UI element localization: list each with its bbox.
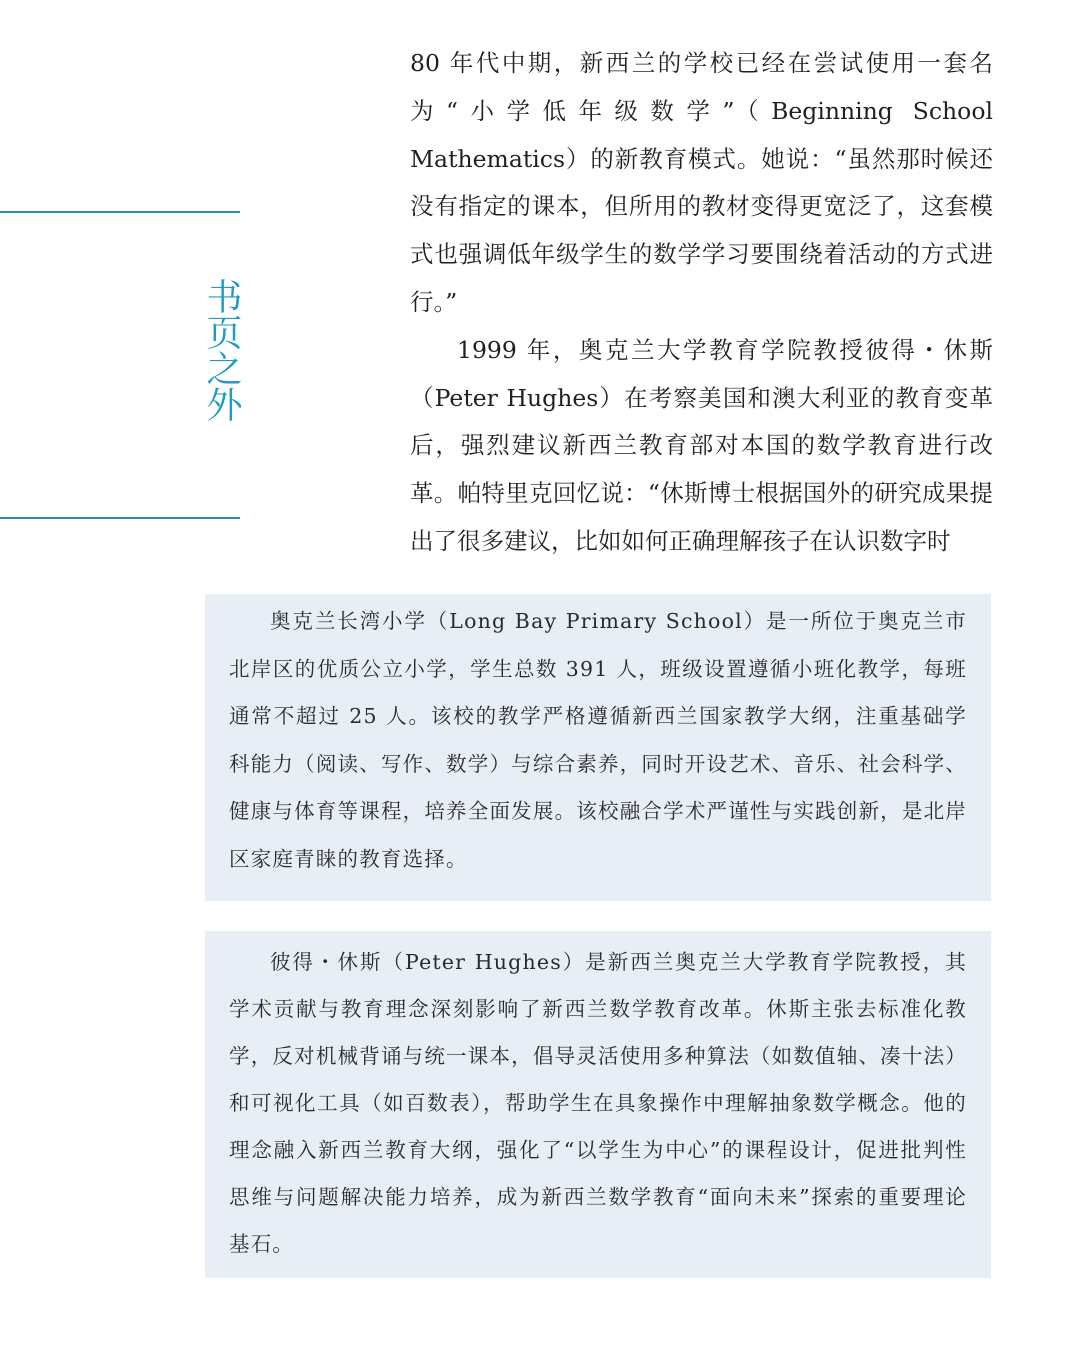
body-paragraph: 1999 年，奥克兰大学教育学院教授彼得・休斯（Peter Hughes）在考察美国和澳大利亚的教育变革后，强烈建议新西兰教育部对本国的数学教育进行改革。帕特里克回忆说：“休斯博士根据国外的研究成果提出了很多建议，比如如何正确理解孩子在认识数字时 xyxy=(410,335,993,555)
sidebar-top-rule xyxy=(0,211,240,213)
note-box-long-bay-school xyxy=(205,594,991,901)
sidebar-bottom-rule xyxy=(0,517,240,519)
section-label: 书页之外 xyxy=(201,278,242,422)
note-box-peter-hughes xyxy=(205,931,991,1278)
note-text: 彼得・休斯（Peter Hughes）是新西兰奥克兰大学教育学院教授，其学术贡献与教育理念深刻影响了新西兰数学教育改革。休斯主张去标准化教学，反对机械背诵与统一课本，倡导灵活使用多种算法（如数值轴、凑十法）和可视化工具（如百数表），帮助学生在具象操作中理解抽象数学概念。他的理念融入新西兰教育大纲，强化了“以学生为中心”的课程设计，促进批判性思维与问题解决能力培养，成为新西兰数学教育“面向未来”探索的重要理论基石。 xyxy=(229,950,967,1256)
main-body-text xyxy=(410,40,993,566)
note-text: 奥克兰长湾小学（Long Bay Primary School）是一所位于奥克兰市北岸区的优质公立小学，学生总数 391 人，班级设置遵循小班化教学，每班通常不超过 25 人。该校的教学严格遵循新西兰国家教学大纲，注重基础学科能力（阅读、写作、数学）与综合素养，同时开设艺术、音乐、社会科学、健康与体育等课程，培养全面发展。该校融合学术严谨性与实践创新，是北岸区家庭青睐的教育选择。 xyxy=(229,609,967,871)
body-paragraph: 80 年代中期，新西兰的学校已经在尝试使用一套名为“小学低年级数学”（Beginning School Mathematics）的新教育模式。她说：“虽然那时候还没有指定的课本，但所用的教材变得更宽泛了，这套模式也强调低年级学生的数学学习要围绕着活动的方式进行。” xyxy=(410,49,993,316)
